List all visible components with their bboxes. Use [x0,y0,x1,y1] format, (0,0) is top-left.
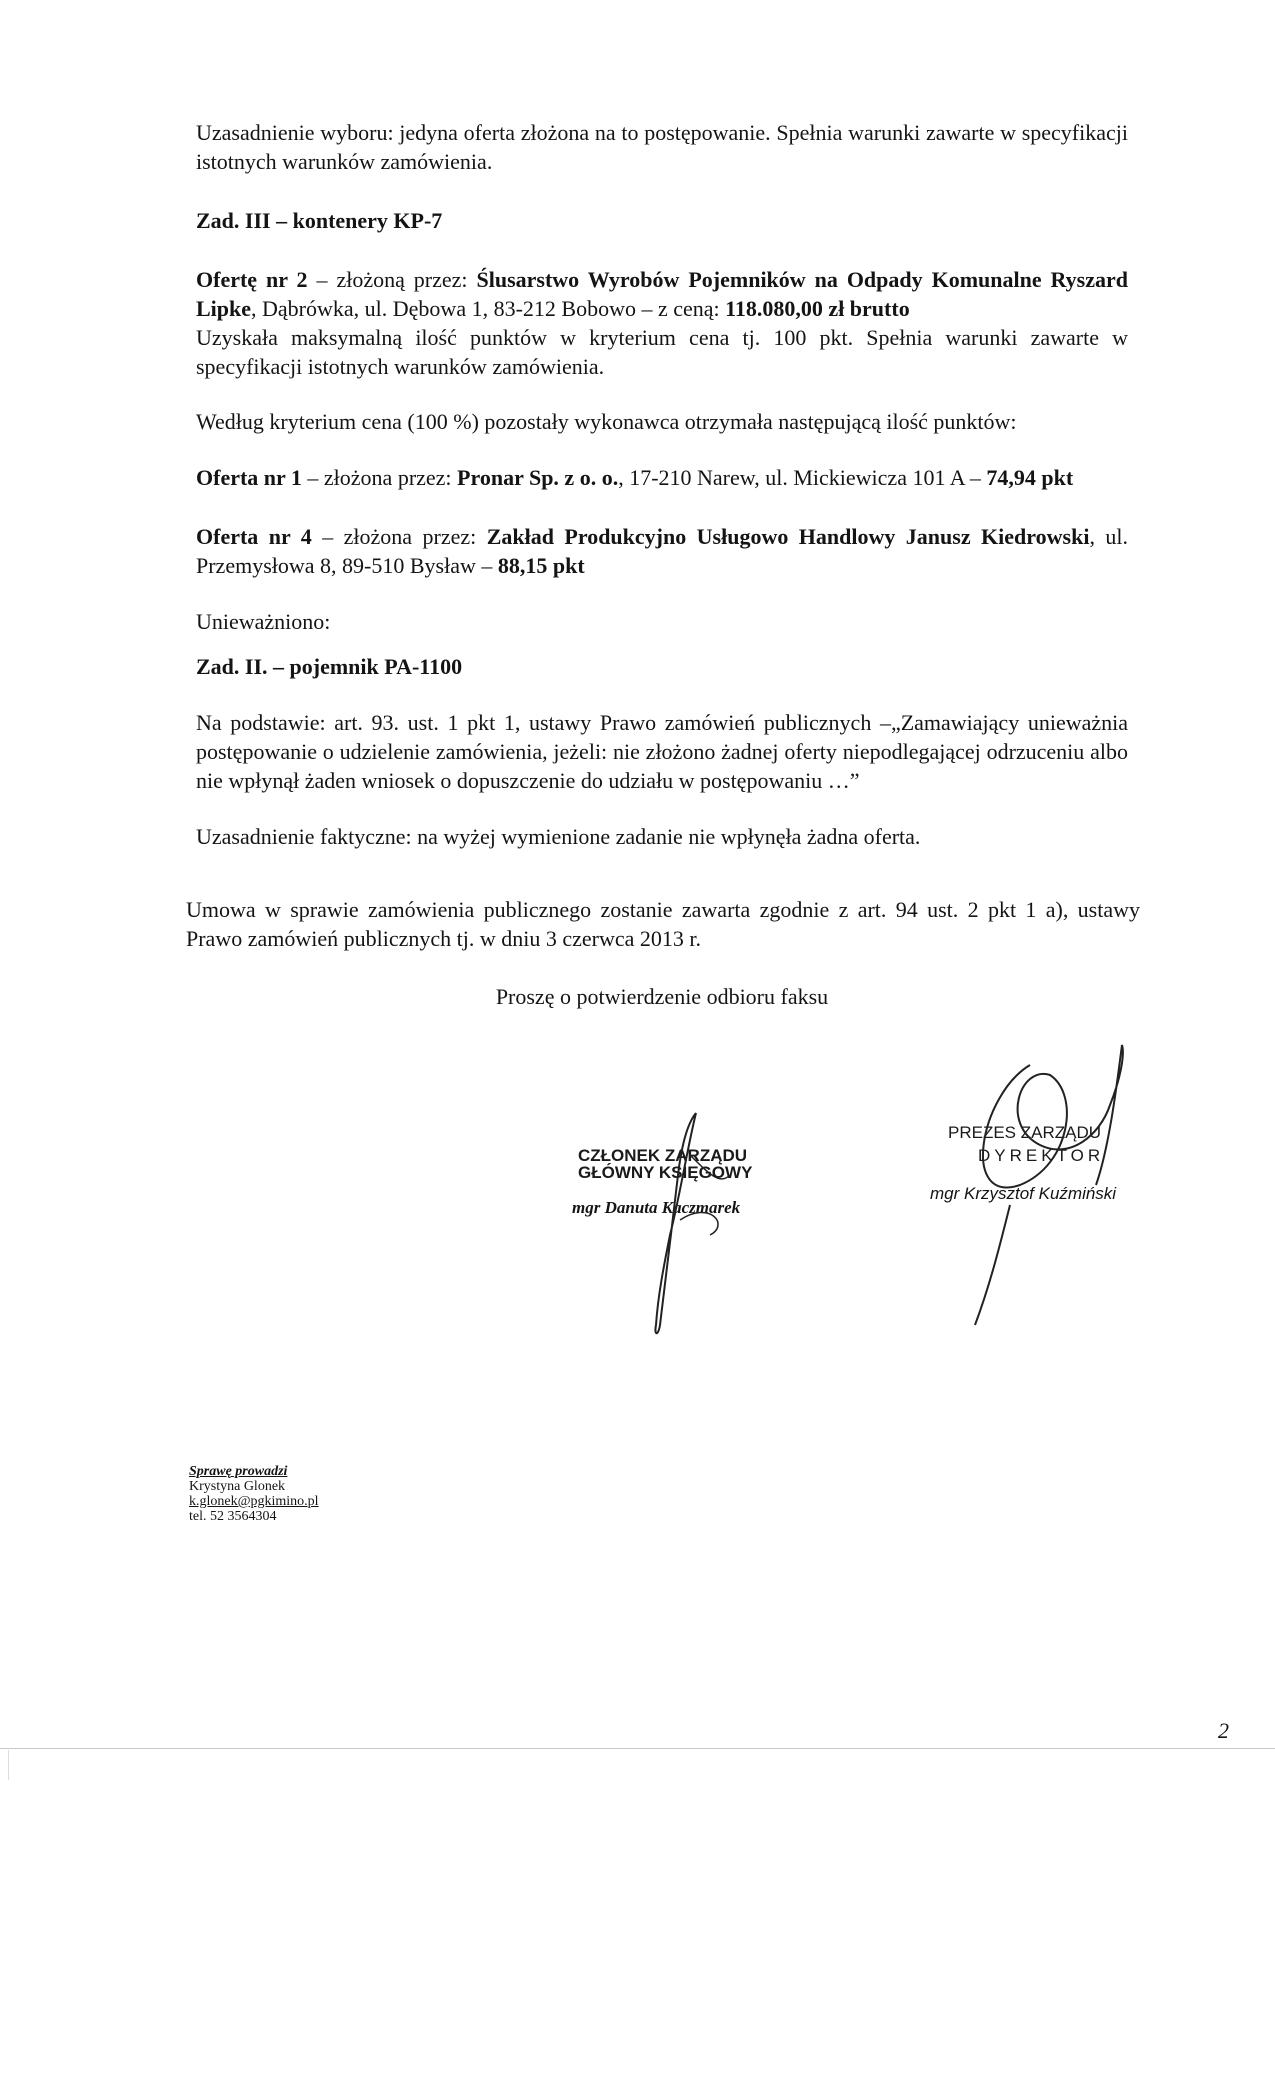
page-number: 2 [1218,1718,1229,1743]
offer-4-address: , ul. Przemysłowa 8, 89-510 Bysław – [196,524,1128,578]
scan-edge-line [8,1750,9,1780]
signature-right-handwriting [900,1035,1160,1335]
page-bottom-rule [0,1748,1275,1749]
offer-2-label: Ofertę nr 2 [196,267,308,292]
offer-2-points-note: Uzyskała maksymalną ilość punktów w kryterium cena tj. 100 pkt. Spełnia warunki zawarte w specyfikacji istotnych warunków zamówienia. [196,325,1128,379]
justification-paragraph: Uzasadnienie wyboru: jedyna oferta złożona na to postępowanie. Spełnia warunki zawarte w specyfikacji istotnych warunków zamówienia. [196,120,1128,174]
offer-2-company: Ślusarstwo Wyrobów Pojemników na Odpady Komunalne Ryszard Lipke [196,267,1128,321]
signature-left-subtitle: GŁÓWNY KSIĘGOWY [578,1163,753,1182]
signature-right-title: PREZES ZARZĄDU [948,1123,1102,1142]
task-2-heading: Zad. II. – pojemnik PA-1100 [196,654,463,679]
fax-request: Proszę o potwierdzenie odbioru faksu [495,984,829,1009]
offer-2-submitted-by: – złożoną przez: [307,267,477,292]
signature-right-subtitle: DYREKTOR [978,1146,1105,1165]
offer-4-company: Zakład Produkcyjno Usługowo Handlowy Janusz Kiedrowski [486,524,1090,549]
offer-1-paragraph [196,463,1128,492]
case-handler-label: Sprawę prowadzi [189,1464,288,1479]
offer-4-submitted-by: – złożona przez: [311,524,487,549]
contract-paragraph: Umowa w sprawie zamówienia publicznego zostanie zawarta zgodnie z art. 94 ust. 2 pkt 1 a), ustawy Prawo zamówień publicznych tj. w dniu 3 czerwca 2013 r. [186,897,1140,951]
factual-reason-paragraph: Uzasadnienie faktyczne: na wyżej wymienione zadanie nie wpłynęła żadna oferta. [196,824,921,849]
case-handler-name: Krystyna Glonek [189,1479,286,1494]
offer-2-price: 118.080,00 zł brutto [725,296,910,321]
offer-2-address: , Dąbrówka, ul. Dębowa 1, 83-212 Bobowo – z ceną: [251,296,726,321]
offer-4-label: Oferta nr 4 [196,524,312,549]
task-3-heading: Zad. III – kontenery KP-7 [196,208,443,233]
signature-right-name: mgr Krzysztof Kuźmiński [930,1184,1117,1203]
signature-left-name: mgr Danuta Kaczmarek [572,1198,741,1217]
cancelled-label: Unieważniono: [196,609,331,634]
offer-1-points: 74,94 pkt [986,465,1074,490]
criteria-paragraph: Według kryterium cena (100 %) pozostały wykonawca otrzymała następującą ilość punktów: [196,409,1017,434]
offer-1-label: Oferta nr 1 [196,465,302,490]
offer-1-submitted-by: – złożona przez: [301,465,458,490]
case-handler-email[interactable]: k.glonek@pgkimino.pl [189,1494,319,1509]
case-handler-info [189,1464,319,1524]
legal-basis-paragraph: Na podstawie: art. 93. ust. 1 pkt 1, ustawy Prawo zamówień publicznych –„Zamawiający unieważnia postępowanie o udzielenie zamówienia, jeżeli: nie złożono żadnej oferty niepodlegającej odrzuceniu albo nie wpłynął żaden wniosek o dopuszczenie do udziału w postępowaniu …” [196,710,1128,793]
offer-4-points: 88,15 pkt [497,553,585,578]
offer-4-paragraph [196,522,1128,580]
signature-left-title: CZŁONEK ZARZĄDU [578,1146,748,1165]
offer-1-address: , 17-210 Narew, ul. Mickiewicza 101 A – [618,465,987,490]
offer-2-paragraph [196,265,1128,381]
signature-left-handwriting [560,1105,800,1340]
case-handler-phone: tel. 52 3564304 [189,1509,277,1524]
offer-1-company: Pronar Sp. z o. o. [457,465,619,490]
